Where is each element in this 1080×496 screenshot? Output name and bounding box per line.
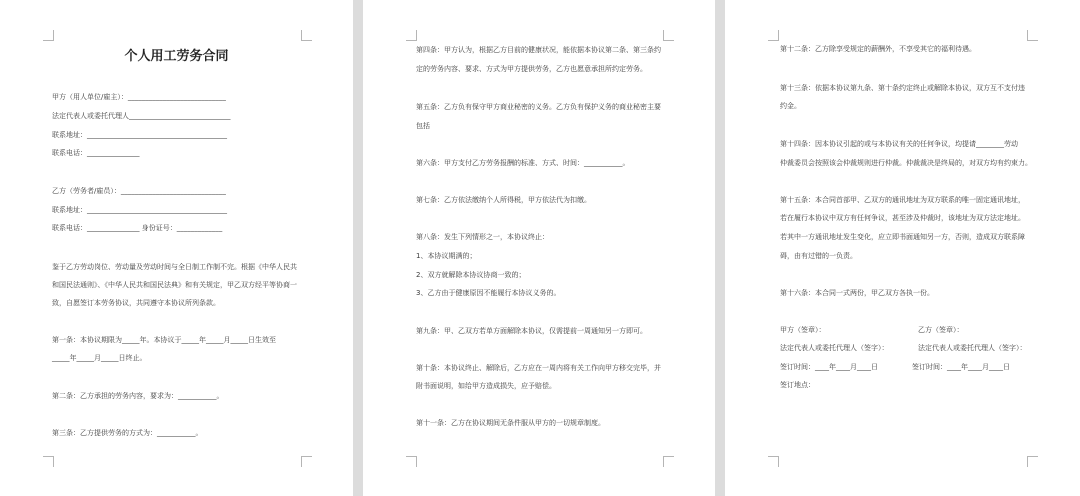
- article-2: 第二条：乙方承担的劳务内容，要求为：___________。: [52, 392, 224, 400]
- article-1-line-2: _____年_____月_____日终止。: [52, 354, 147, 362]
- party-b-phone-id-line: 联系电话：_______________ 身份证号：_____________: [52, 224, 223, 232]
- article-16: 第十六条：本合同一式两份，甲乙双方各执一份。: [780, 289, 934, 297]
- margin-mark-top-right: [663, 30, 674, 41]
- article-10-line-2: 附书面说明，如给甲方造成损失，应予赔偿。: [416, 382, 556, 390]
- party-a-address-line: 联系地址：________________________________________: [52, 131, 227, 139]
- margin-mark-top-left: [768, 30, 779, 41]
- preamble-line-3: 致，自愿签订本劳务协议，共同遵守本协议所列条款。: [52, 299, 220, 307]
- article-7: 第七条：乙方依法缴纳个人所得税，甲方依法代为扣缴。: [416, 196, 591, 204]
- margin-mark-top-right: [1027, 30, 1038, 41]
- article-1-line-1: 第一条：本协议期限为_____年。本协议于_____年_____月_____日生效至: [52, 336, 276, 344]
- sign-location: 签订地点：: [780, 381, 815, 389]
- margin-mark-bottom-left: [768, 456, 779, 467]
- document-page-3: [725, 0, 1080, 496]
- article-10-line-1: 第十条：本协议终止、解除后，乙方应在一周内将有关工作向甲方移交完毕，并: [416, 364, 661, 372]
- article-5-line-2: 包括: [416, 122, 430, 130]
- article-15-line-3: 若其中一方通讯地址发生变化，应立即书面通知另一方，否则，造成双方联系障: [780, 233, 1025, 241]
- party-b-name-line: 乙方（劳务者/雇员）：______________________________: [52, 187, 226, 195]
- margin-mark-bottom-right: [1027, 456, 1038, 467]
- article-13-line-1: 第十三条：依据本协议第九条、第十条约定终止或解除本协议，双方互不支付违: [780, 84, 1025, 92]
- article-15-line-2: 若在履行本协议中双方有任何争议，甚至涉及仲裁时，该地址为双方法定地址。: [780, 214, 1025, 222]
- margin-mark-bottom-right: [663, 456, 674, 467]
- article-8-item-1: 1、本协议期满的；: [416, 252, 477, 260]
- party-a-sign-date: 签订时间：____年____月____日: [780, 363, 878, 371]
- article-14-line-2: 仲裁委员会按照该会仲裁规则进行仲裁。仲裁裁决是终局的，对双方均有约束力。: [780, 159, 1032, 167]
- article-5-line-1: 第五条：乙方负有保守甲方商业秘密的义务。乙方负有保护义务的商业秘密主要: [416, 103, 661, 111]
- article-13-line-2: 约金。: [780, 102, 801, 110]
- party-a-seal-label: 甲方（签章）：: [780, 326, 826, 334]
- article-14-line-1: 第十四条：因本协议引起的或与本协议有关的任何争议，均提请________劳动: [780, 140, 1018, 148]
- margin-mark-bottom-left: [406, 456, 417, 467]
- margin-mark-bottom-left: [43, 456, 54, 467]
- document-page-2: [363, 0, 715, 496]
- article-8-item-3: 3、乙方由于健康原因不能履行本协议义务的。: [416, 289, 561, 297]
- preamble-line-1: 鉴于乙方劳动岗位、劳动量及劳动时间与全日制工作制不完。根据《中华人民共: [52, 263, 297, 271]
- party-b-seal-label: 乙方（签章）：: [918, 326, 964, 334]
- margin-mark-top-left: [406, 30, 417, 41]
- margin-mark-top-left: [43, 30, 54, 41]
- party-a-signatory-label: 法定代表人或委托代理人（签字）：: [780, 344, 889, 352]
- article-6: 第六条：甲方支付乙方劳务报酬的标准、方式、时间：___________。: [416, 159, 630, 167]
- margin-mark-bottom-right: [301, 456, 312, 467]
- article-8-item-2: 2、双方就解除本协议协商一致的；: [416, 271, 526, 279]
- party-b-address-line: 联系地址：________________________________________: [52, 206, 227, 214]
- document-page-1: [0, 0, 353, 496]
- article-3: 第三条：乙方提供劳务的方式为：___________。: [52, 429, 203, 437]
- party-a-phone-line: 联系电话：_______________: [52, 149, 140, 157]
- party-a-name-line: 甲方（用人单位/雇主）：____________________________: [52, 93, 226, 101]
- article-15-line-1: 第十五条：本合同首部甲、乙双方的通讯地址为双方联系的唯一固定通讯地址，: [780, 196, 1025, 204]
- article-4-line-2: 定的劳务内容、要求、方式为甲方提供劳务，乙方也愿意承担所约定劳务。: [416, 65, 647, 73]
- article-12: 第十二条：乙方除享受规定的薪酬外，不享受其它的福利待遇。: [780, 45, 976, 53]
- party-b-signatory-label: 法定代表人或委托代理人（签字）：: [918, 344, 1027, 352]
- party-b-sign-date: 签订时间：____年____月____日: [912, 363, 1010, 371]
- contract-title: 个人用工劳务合同: [124, 49, 229, 64]
- article-15-line-4: 碍，由有过错的一负责。: [780, 252, 857, 260]
- party-a-representative-line: 法定代表人或委托代理人_____________________________: [52, 112, 231, 120]
- article-9: 第九条：甲、乙双方若单方面解除本协议，仅需提前一周通知另一方即可。: [416, 327, 647, 335]
- article-4-line-1: 第四条：甲方认为，根据乙方目前的健康状况，能依据本协议第二条、第三条约: [416, 46, 661, 54]
- article-11: 第十一条：乙方在协议期间无条件服从甲方的一切规章制度。: [416, 419, 605, 427]
- preamble-line-2: 和国民法通则》、《中华人民共和国民法典》和有关规定，甲乙双方经平等协商一: [52, 281, 297, 289]
- margin-mark-top-right: [301, 30, 312, 41]
- article-8-heading: 第八条：发生下列情形之一，本协议终止：: [416, 233, 549, 241]
